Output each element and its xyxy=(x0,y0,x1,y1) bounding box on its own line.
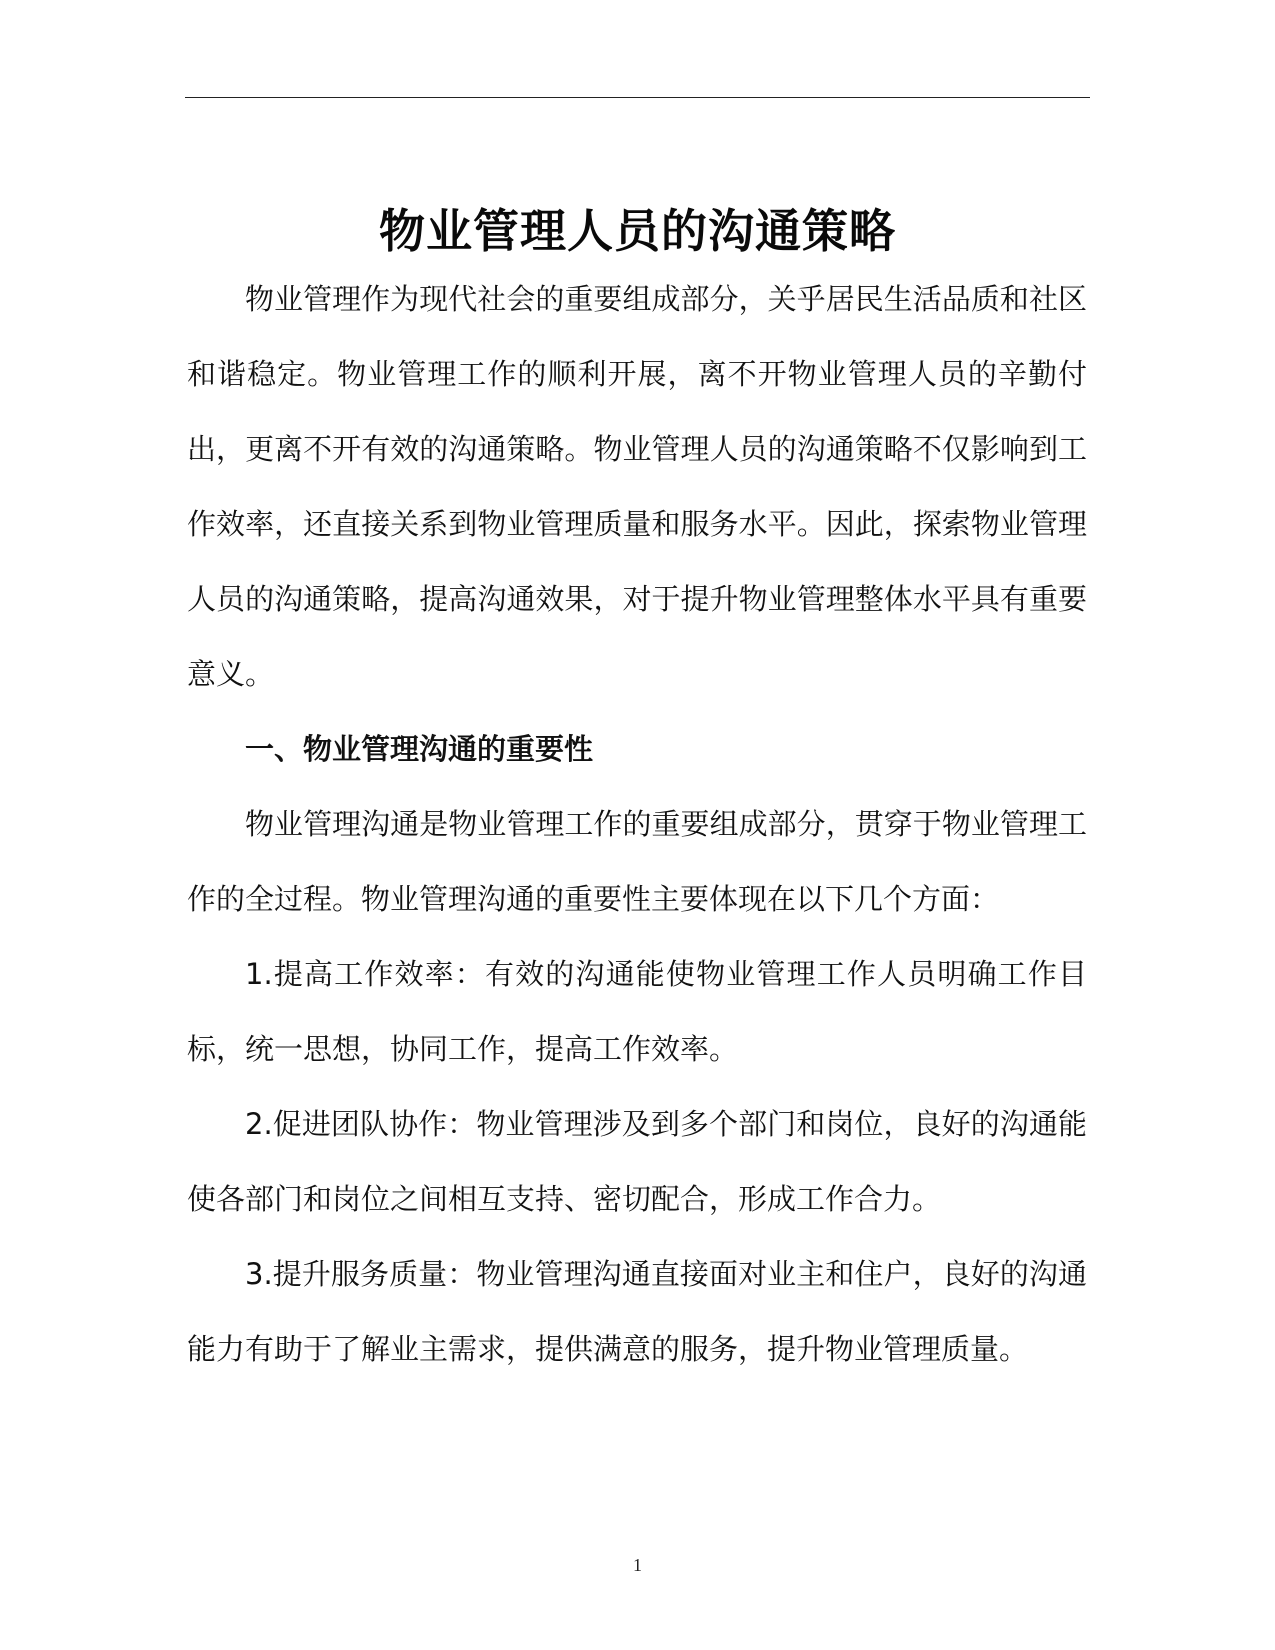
document-body xyxy=(187,262,1087,1387)
list-item-service-quality: 3.提升服务质量：物业管理沟通直接面对业主和住户，良好的沟通能力有助于了解业主需求，提供满意的服务，提升物业管理质量。 xyxy=(187,1257,1087,1366)
page-number: 1 xyxy=(633,1555,642,1575)
paragraph-section-intro: 物业管理沟通是物业管理工作的重要组成部分，贯穿于物业管理工作的全过程。物业管理沟通的重要性主要体现在以下几个方面： xyxy=(187,807,1087,916)
header-rule xyxy=(185,97,1090,98)
paragraph-intro: 物业管理作为现代社会的重要组成部分，关乎居民生活品质和社区和谐稳定。物业管理工作的顺利开展，离不开物业管理人员的辛勤付出，更离不开有效的沟通策略。物业管理人员的沟通策略不仅影响到工作效率，还直接关系到物业管理质量和服务水平。因此，探索物业管理人员的沟通策略，提高沟通效果，对于提升物业管理整体水平具有重要意义。 xyxy=(187,282,1087,691)
list-item-teamwork: 2.促进团队协作：物业管理涉及到多个部门和岗位，良好的沟通能使各部门和岗位之间相互支持、密切配合，形成工作合力。 xyxy=(187,1107,1087,1216)
section-heading: 一、物业管理沟通的重要性 xyxy=(245,732,594,766)
document-title: 物业管理人员的沟通策略 xyxy=(379,203,896,258)
list-item-efficiency: 1.提高工作效率：有效的沟通能使物业管理工作人员明确工作目标，统一思想，协同工作，提高工作效率。 xyxy=(187,957,1087,1066)
